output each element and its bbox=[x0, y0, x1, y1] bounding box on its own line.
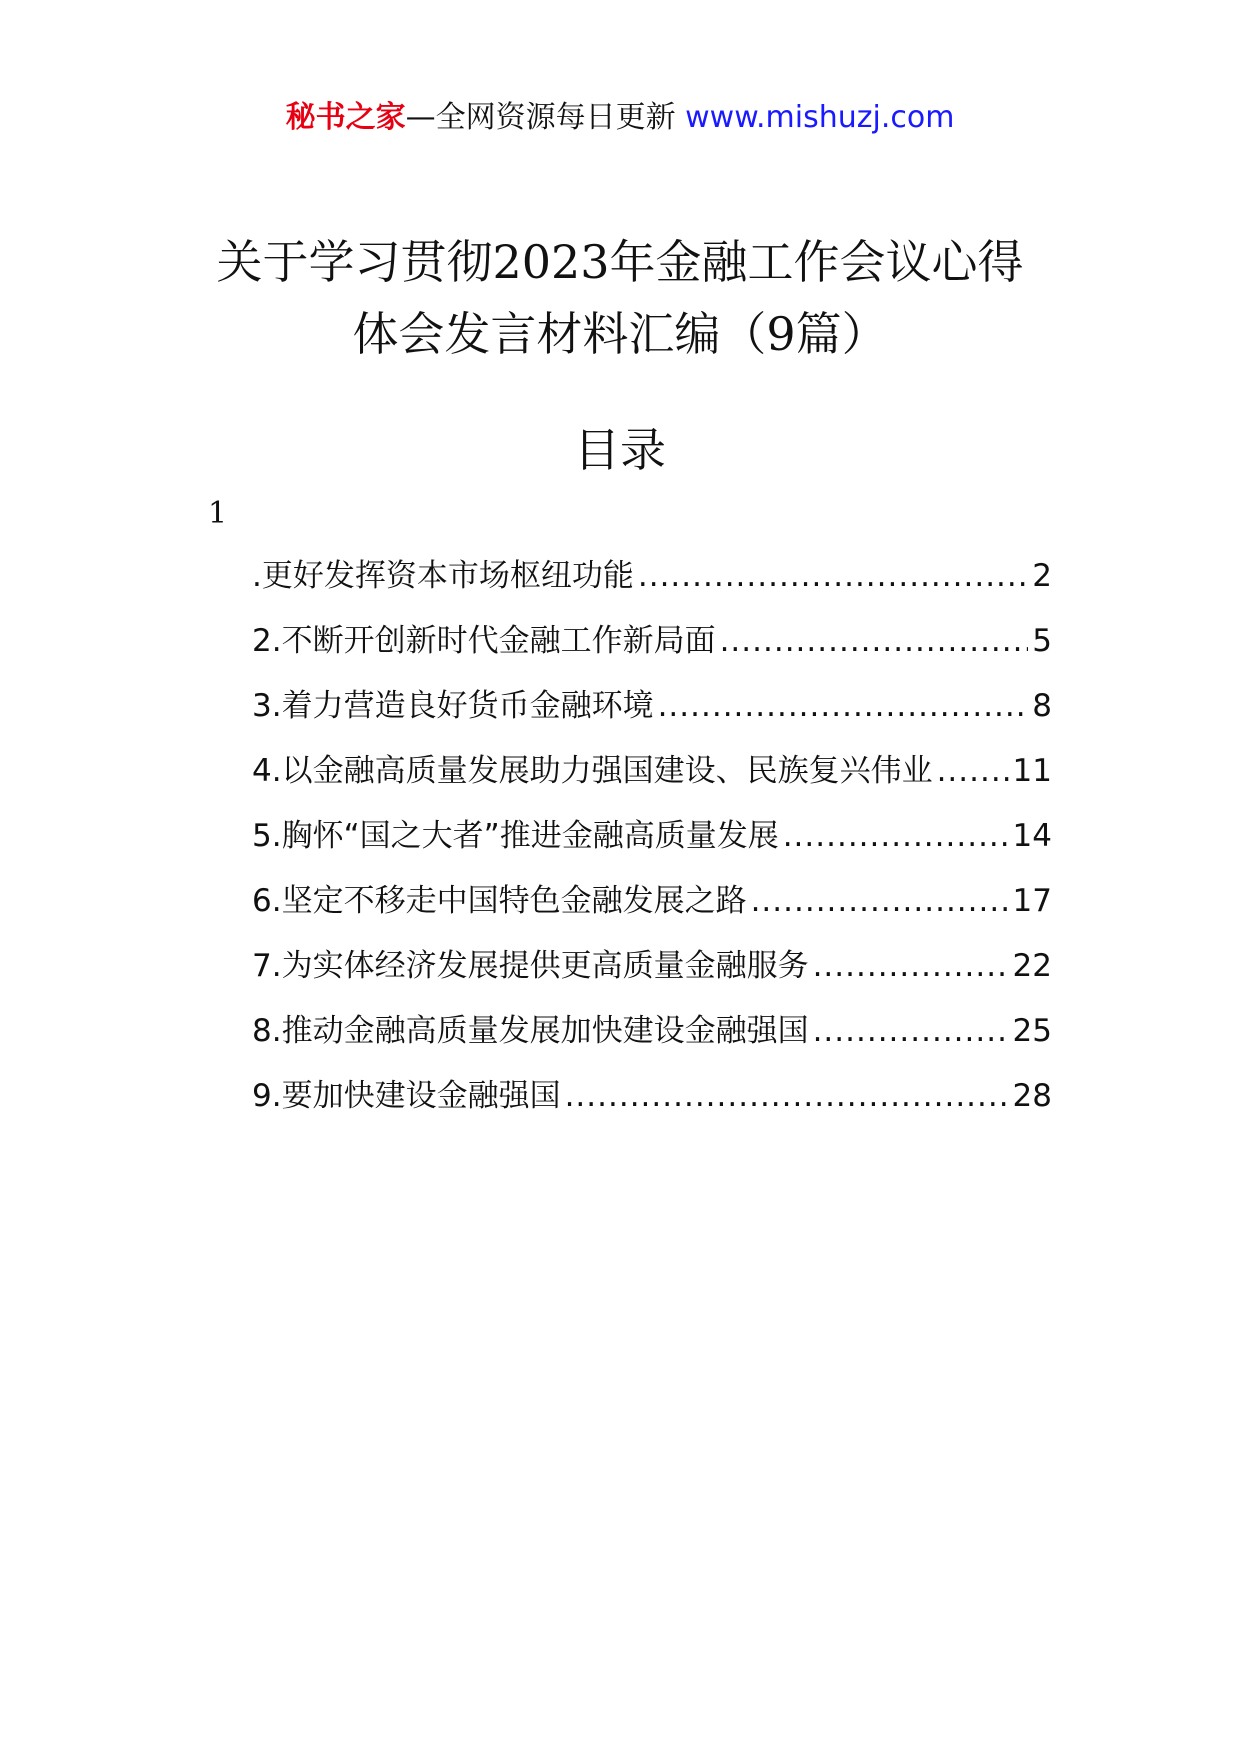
toc-leader-dots bbox=[813, 946, 1009, 986]
toc-leader-dots bbox=[638, 556, 1028, 596]
toc-leader-dots bbox=[658, 686, 1029, 726]
toc-item-label: 9.要加快建设金融强国 bbox=[252, 1078, 561, 1114]
toc-item-label: 7.为实体经济发展提供更高质量金融服务 bbox=[252, 948, 809, 984]
toc-item-page: 14 bbox=[1012, 818, 1052, 854]
title-line-1: 关于学习贯彻2023年金融工作会议心得 bbox=[216, 235, 1024, 289]
toc-item-label: 3.着力营造良好货币金融环境 bbox=[252, 688, 654, 724]
toc-leader-dots bbox=[783, 816, 1009, 856]
toc-item-label: 4.以金融高质量发展助力强国建设、民族复兴伟业 bbox=[252, 753, 933, 789]
toc-leader-dots bbox=[565, 1076, 1009, 1116]
toc-leader-dots bbox=[751, 881, 1009, 921]
toc-heading: 目录 bbox=[574, 423, 666, 477]
brand-name: 秘书之家 bbox=[285, 100, 406, 135]
toc-item[interactable] bbox=[252, 1011, 1052, 1076]
toc-item-page: 11 bbox=[1012, 753, 1052, 789]
toc-leader-dots bbox=[813, 1011, 1009, 1051]
document-title bbox=[0, 226, 1240, 370]
toc-item-page: 17 bbox=[1012, 883, 1052, 919]
toc-item[interactable] bbox=[252, 686, 1052, 751]
toc-item-page: 22 bbox=[1012, 948, 1052, 984]
toc-item[interactable] bbox=[252, 881, 1052, 946]
toc-item[interactable] bbox=[252, 946, 1052, 1011]
toc-leader-dots bbox=[937, 751, 1009, 791]
toc-item-label: 8.推动金融高质量发展加快建设金融强国 bbox=[252, 1013, 809, 1049]
toc-item-page: 25 bbox=[1012, 1013, 1052, 1049]
toc-item[interactable] bbox=[252, 621, 1052, 686]
toc-item[interactable] bbox=[252, 1076, 1052, 1141]
toc-item-label: 5.胸怀“国之大者”推进金融高质量发展 bbox=[252, 818, 779, 854]
toc-leader-dots bbox=[720, 621, 1029, 661]
toc-item-label: 2.不断开创新时代金融工作新局面 bbox=[252, 623, 716, 659]
stray-number: 1 bbox=[208, 496, 228, 531]
toc-item-label: .更好发挥资本市场枢纽功能 bbox=[252, 558, 634, 594]
header-slogan: —全网资源每日更新 bbox=[405, 100, 676, 135]
toc-item-page: 5 bbox=[1032, 623, 1052, 659]
site-header bbox=[0, 98, 1240, 138]
title-line-2: 体会发言材料汇编（9篇） bbox=[352, 307, 888, 361]
toc-item-label: 6.坚定不移走中国特色金融发展之路 bbox=[252, 883, 747, 919]
toc-item[interactable] bbox=[252, 556, 1052, 621]
site-url-link[interactable]: www.mishuzj.com bbox=[685, 100, 955, 135]
toc-list bbox=[252, 556, 1052, 1141]
toc-item[interactable] bbox=[252, 816, 1052, 881]
toc-item-page: 2 bbox=[1032, 558, 1052, 594]
toc-item-page: 28 bbox=[1012, 1078, 1052, 1114]
toc-item[interactable] bbox=[252, 751, 1052, 816]
toc-item-page: 8 bbox=[1032, 688, 1052, 724]
